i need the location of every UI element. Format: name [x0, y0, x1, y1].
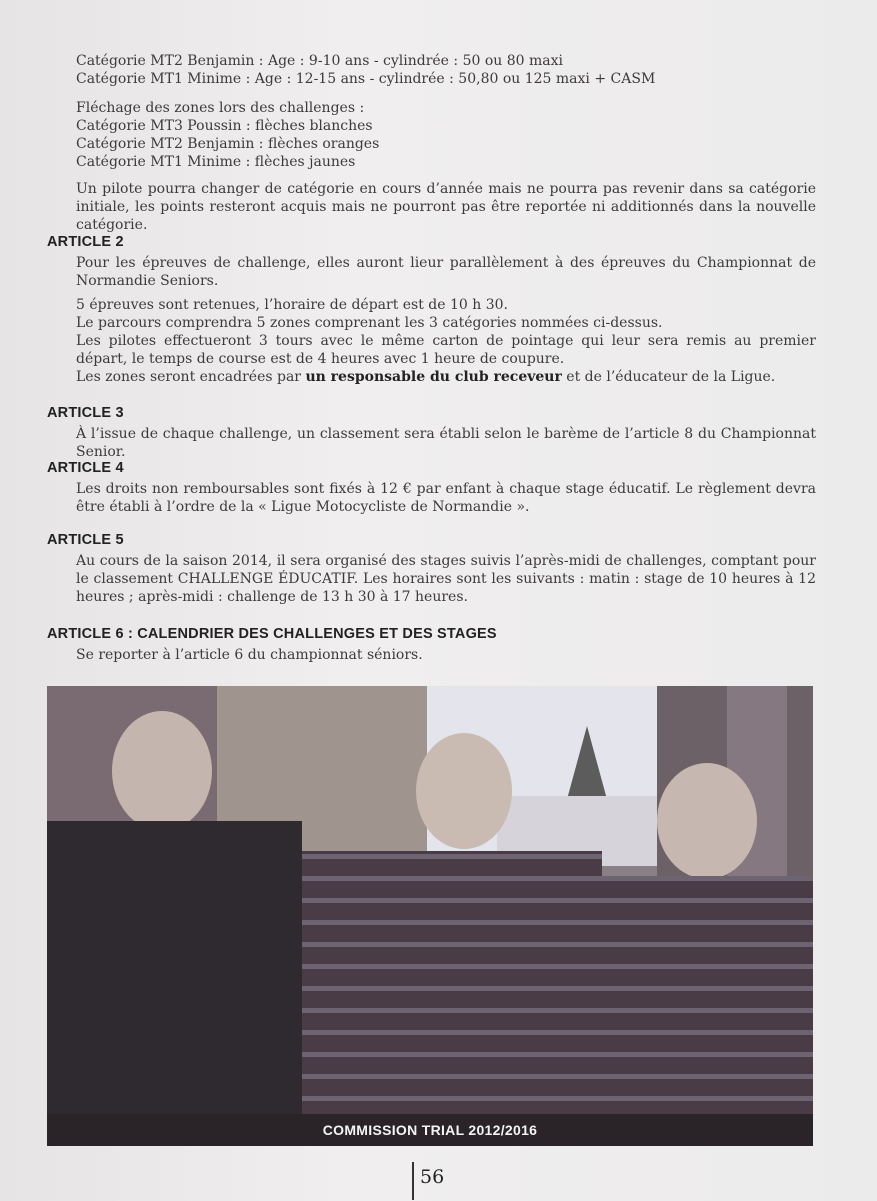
article-2-p5-end: et de l’éducateur de la Ligue. [561, 369, 776, 385]
article-2-title: ARTICLE 2 [47, 234, 124, 250]
photo-illustration [47, 686, 813, 1114]
marking-section [76, 99, 816, 171]
categories-intro [76, 52, 816, 88]
category-mt2-line: Catégorie MT2 Benjamin : Age : 9-10 ans - cylindrée : 50 ou 80 maxi [76, 53, 563, 69]
article-4-title: ARTICLE 4 [47, 460, 124, 476]
category-mt1-line: Catégorie MT1 Minime : Age : 12-15 ans - cylindrée : 50,80 ou 125 maxi + CASM [76, 71, 656, 87]
article-6-p1: Se reporter à l’article 6 du championnat séniors. [76, 647, 423, 663]
photo-caption: COMMISSION TRIAL 2012/2016 [322, 1122, 538, 1138]
article-2-p1: Pour les épreuves de challenge, elles auront lieur parallèlement à des épreuves du Championnat de Normandie Seniors. [76, 255, 816, 289]
article-2-body [76, 254, 816, 386]
article-3-title: ARTICLE 3 [47, 405, 124, 421]
category-change-paragraph: Un pilote pourra changer de catégorie en cours d’année mais ne pourra pas revenir dans sa catégorie initiale, les points resteront acquis mais ne pourront pas être reportée ni additionnés dans la nouvelle catégorie. [76, 181, 816, 233]
article-5-title: ARTICLE 5 [47, 532, 124, 548]
page-number: 56 [412, 1162, 444, 1200]
article-5-p1: Au cours de la saison 2014, il sera organisé des stages suivis l’après-midi de challenges, comptant pour le classement CHALLENGE ÉDUCATIF. Les horaires sont les suivants : matin : stage de 10 heures à 12 heures ; après-midi : challenge de 13 h 30 à 17 heures. [76, 553, 816, 605]
marking-mt1: Catégorie MT1 Minime : flèches jaunes [76, 154, 356, 170]
article-2-p5-start: Les zones seront encadrées par [76, 369, 306, 385]
photo-caption-bar [47, 1114, 813, 1146]
article-4-p1: Les droits non remboursables sont fixés à 12 € par enfant à chaque stage éducatif. Le règlement devra être établi à l’ordre de la « Ligue Motocycliste de Normandie ». [76, 481, 816, 515]
article-2-p5-bold: un responsable du club receveur [305, 369, 562, 385]
marking-mt3: Catégorie MT3 Poussin : flèches blanches [76, 118, 373, 134]
article-6-title: ARTICLE 6 : CALENDRIER DES CHALLENGES ET DES STAGES [47, 626, 497, 642]
marking-heading: Fléchage des zones lors des challenges : [76, 100, 365, 116]
article-2-p2: 5 épreuves sont retenues, l’horaire de départ est de 10 h 30. [76, 297, 509, 313]
article-2-p5 [76, 368, 816, 386]
group-photo [47, 686, 813, 1114]
article-3-p1: À l’issue de chaque challenge, un classement sera établi selon le barème de l’article 8 du Championnat Senior. [76, 426, 816, 460]
article-2-p3: Le parcours comprendra 5 zones comprenant les 3 catégories nommées ci-dessus. [76, 315, 663, 331]
article-2-p4: Les pilotes effectueront 3 tours avec le même carton de pointage qui leur sera remis au premier départ, le temps de course est de 4 heures avec 1 heure de coupure. [76, 333, 816, 367]
marking-mt2: Catégorie MT2 Benjamin : flèches oranges [76, 136, 380, 152]
